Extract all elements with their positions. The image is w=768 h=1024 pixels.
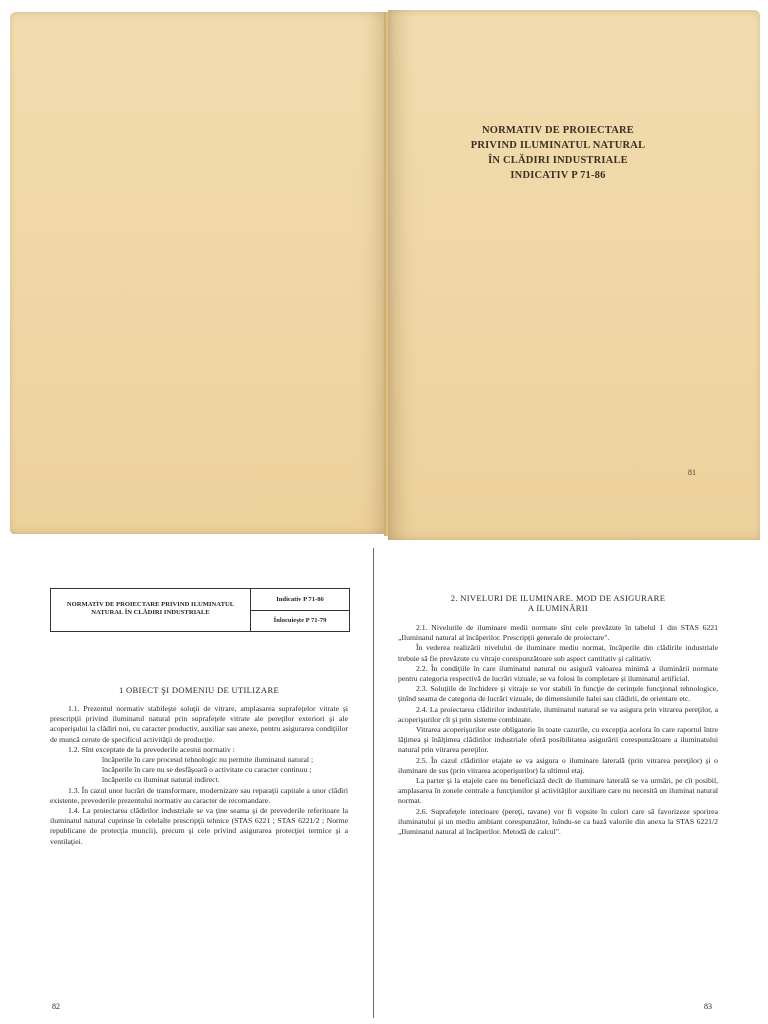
section-title <box>398 593 718 613</box>
book-title <box>440 123 676 183</box>
paragraph: 1.1. Prezentul normativ stabileşte soluţii de vitrare, amplasarea suprafeţelor vitrate şi prescripţii privind iluminatul natural prin suprafeţele vitrate ale pereţilor exteriori şi ale acoperişului la clădiri noi, cu caracter productiv, auxiliar sau anexe, pentru asigurarea condiţiilor de muncă cerute de specificul activităţii de producţie. <box>50 704 348 744</box>
paragraph: 2.6. Suprafeţele interioare (pereţi, tavane) vor fi vopsite în culori care să favorizeze sporirea iluminatului şi un mediu ambiant corespunzător, luîndu-se ca bază valorile din anexa la STAS 6221/2 „Iluminatul natural al încăperilor. Metodă de calcul". <box>398 806 718 837</box>
paragraph: 2.5. În cazul clădirilor etajate se va asigura o iluminare laterală (prin vitrarea pereţilor) şi o iluminare de sus (prin vitrarea acoperişurilor) la ultimul etaj. <box>398 755 718 775</box>
paragraph: 2.2. În condiţiile în care iluminatul natural nu asigură valoarea minimă a iluminării normate pentru categoria respectivă de lucrări vizuale, se va folosi în completare şi iluminatul artificial. <box>398 663 718 684</box>
paragraph: La parter şi la etajele care nu beneficiază decît de iluminare laterală se va urmări, pe cît posibil, amplasarea în zonele centrale a funcţiunilor şi activităţilor auxiliare care nu necesită un iluminat natural normat. <box>398 776 718 806</box>
paragraph: 2.4. La proiectarea clădirilor industriale, iluminatul natural se va asigura prin vitrarea pereţilor, a acoperişurilor cît şi prin sisteme combinate. <box>398 704 718 724</box>
page-number: 81 <box>688 468 696 477</box>
paragraph: 2.1. Nivelurile de iluminare medii normate sînt cele prevăzute în tabelul 1 din STAS 6221 „Iluminatul natural al încăperilor. Prescripţii generale de proiectare". <box>398 623 718 643</box>
page-number: 83 <box>704 1002 712 1011</box>
scanned-spread <box>0 548 768 1024</box>
list-item: încăperile în care nu se desfăşoară o activitate cu caracter continuu ; <box>102 765 312 775</box>
list-item: încăperile în care procesul tehnologic nu permite iluminatul natural ; <box>102 755 314 765</box>
normativ-title: NORMATIV DE PROIECTARE PRIVIND ILUMINATUL NATURAL ÎN CLĂDIRI INDUSTRIALE <box>51 589 251 631</box>
paragraph: În vederea realizării nivelului de iluminare mediu normat, încăperile din clădirile industriale trebuie să fie prevăzute cu vitraje corespunzătoare sub aspect cantitativ şi calitativ. <box>398 643 718 663</box>
header-box <box>50 588 350 632</box>
paragraph: Vitrarea acoperişurilor este obligatorie în toate cazurile, cu excepţia acelora în care raportul între lăţimea şi înălţimea clădirilor industriale oferă posibilitatea asigurării corespunzătoare a iluminatului natural prin vitrarea pereţilor. <box>398 725 718 755</box>
book-title-line: PRIVIND ILUMINATUL NATURAL <box>470 140 646 151</box>
page-number: 82 <box>52 1002 60 1011</box>
indicativ-label: Indicativ P 71-86 <box>251 589 349 611</box>
section-title: 1 OBIECT ŞI DOMENIU DE UTILIZARE <box>118 685 280 695</box>
section-title-line: 2. NIVELURI DE ILUMINARE. MOD DE ASIGURARE <box>450 593 666 603</box>
paragraph: 2.3. Soluţiile de închidere şi vitraje se vor stabili în funcţie de cerinţele funcţional tehnologice, ţinînd seama de categoria de lucrări vizuale, de dimensiunile halei sau clădirii, de orientare etc. <box>398 684 718 704</box>
title-page <box>388 10 760 540</box>
column-divider <box>373 548 374 1018</box>
book-title-line: NORMATIV DE PROIECTARE <box>482 125 634 136</box>
replaces-label: Înlocuieşte P 71-79 <box>273 617 327 624</box>
right-body-text <box>398 623 718 837</box>
paragraph: 1.4. La proiectarea clădirilor industriale se va ţine seama şi de prevederile referitoare la iluminatul natural cuprinse în celelalte prescripţii tehnice (STAS 6221 ; STAS 6221/2 ; Norme republicane de protecţia muncii), precum şi cele privind asigurarea protecţiei termice şi a ventilaţiei. <box>50 806 348 846</box>
paragraph: 1.3. În cazul unor lucrări de transformare, modernizare sau reparaţii capitale a unor clădiri existente, prevederile prezentului normativ au caracter de recomandare. <box>50 785 348 805</box>
blank-left-page <box>10 12 388 534</box>
section-title-line: A ILUMINĂRII <box>527 603 589 613</box>
paragraph: 1.2. Sînt exceptate de la prevederile acestui normativ : <box>68 744 235 754</box>
book-title-line: INDICATIV P 71-86 <box>510 170 606 181</box>
list-item: încăperile cu iluminat natural indirect. <box>102 775 220 785</box>
left-body-text <box>50 704 348 847</box>
book-title-line: ÎN CLĂDIRI INDUSTRIALE <box>488 155 628 166</box>
